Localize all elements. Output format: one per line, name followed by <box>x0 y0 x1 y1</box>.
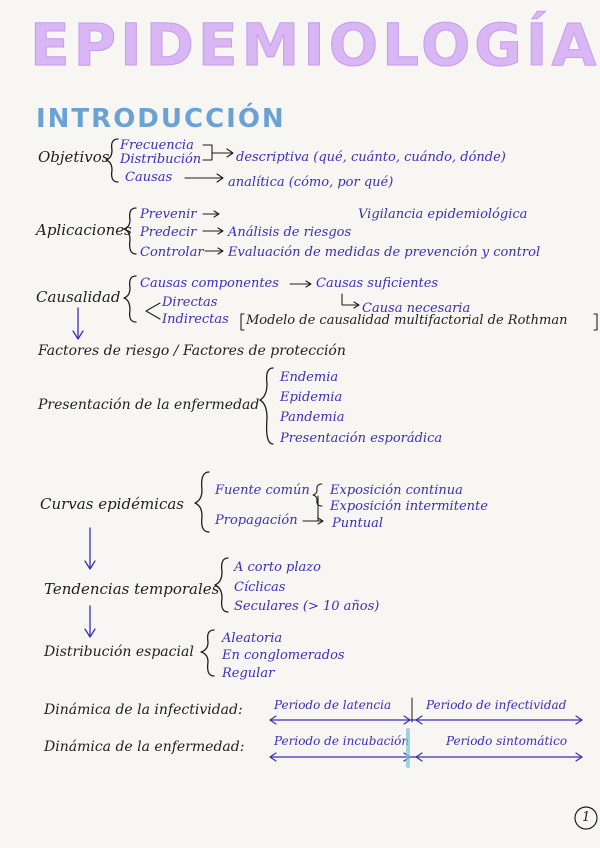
fuente-comun: Fuente común <box>215 483 310 498</box>
aplicaciones-label: Aplicaciones <box>36 221 132 239</box>
causas-componentes: Causas componentes <box>140 276 279 291</box>
modelo-rothman: Modelo de causalidad multifactorial de Rothman <box>246 313 568 328</box>
aplicacion-item: Prevenir <box>140 207 197 222</box>
periodo-sintomatico: Periodo sintomático <box>446 734 568 748</box>
dinamica-enfermedad-label: Dinámica de la enfermedad: <box>44 739 245 755</box>
curvas-brace <box>195 472 209 532</box>
section-subtitle: INTRODUCCIÓN <box>36 104 286 134</box>
dinamica-infectividad-label: Dinámica de la infectividad: <box>44 702 243 718</box>
objetivos-label: Objetivos <box>38 148 110 166</box>
aplicacion-item: Controlar <box>140 245 204 260</box>
distribucion-label: Distribución espacial <box>44 644 194 660</box>
aplicacion-item: Predecir <box>140 225 197 240</box>
periodo-infectividad: Periodo de infectividad <box>426 698 567 712</box>
presentacion-item: Epidemia <box>280 390 343 405</box>
distribucion-item: En conglomerados <box>222 648 345 663</box>
presentacion-item: Endemia <box>280 370 339 385</box>
puntual: Puntual <box>332 516 383 531</box>
analitica-note: analítica (cómo, por qué) <box>228 175 394 190</box>
tendencia-item: Cíclicas <box>234 580 286 595</box>
distribucion-item: Aleatoria <box>222 631 283 646</box>
causas-directas: Directas <box>162 295 218 310</box>
presentacion-item: Pandemia <box>280 410 345 425</box>
presentacion-brace <box>260 368 273 444</box>
periodo-latencia: Periodo de latencia <box>274 698 392 712</box>
vigilancia-note: Vigilancia epidemiológica <box>358 207 528 222</box>
causalidad-label: Causalidad <box>36 288 121 306</box>
tendencias-label: Tendencias temporales <box>44 580 220 598</box>
objetivo-item: Frecuencia <box>120 138 194 153</box>
page-title: EPIDEMIOLOGÍA <box>30 11 600 79</box>
propagacion: Propagación <box>215 513 298 528</box>
tendencia-item: Seculares (> 10 años) <box>234 599 380 614</box>
causas-suficientes: Causas suficientes <box>316 276 439 291</box>
distribucion-item: Regular <box>222 666 275 681</box>
presentacion-label: Presentación de la enfermedad <box>38 397 260 413</box>
evaluacion-note: Evaluación de medidas de prevención y control <box>228 245 541 260</box>
exposicion-continua: Exposición continua <box>330 483 463 498</box>
objetivo-item: Distribución <box>120 152 202 167</box>
descriptiva-note: descriptiva (qué, cuánto, cuándo, dónde) <box>236 150 506 165</box>
factores-riesgo: Factores de riesgo / Factores de protección <box>38 343 346 359</box>
periodo-incubacion: Periodo de incubación <box>274 734 410 748</box>
presentacion-item: Presentación esporádica <box>280 431 443 446</box>
analisis-note: Análisis de riesgos <box>228 225 352 240</box>
tendencia-item: A corto plazo <box>234 560 321 575</box>
causas-indirectas: Indirectas <box>162 312 229 327</box>
objetivo-item: Causas <box>125 170 173 185</box>
arrow-necesaria <box>342 294 358 305</box>
causalidad-brace <box>124 276 136 322</box>
causa-necesaria: Causa necesaria <box>362 301 471 316</box>
curvas-label: Curvas epidémicas <box>40 495 185 513</box>
page-number: 1 <box>582 810 591 825</box>
distribucion-brace <box>201 630 214 676</box>
exposicion-intermitente: Exposición intermitente <box>330 499 488 514</box>
